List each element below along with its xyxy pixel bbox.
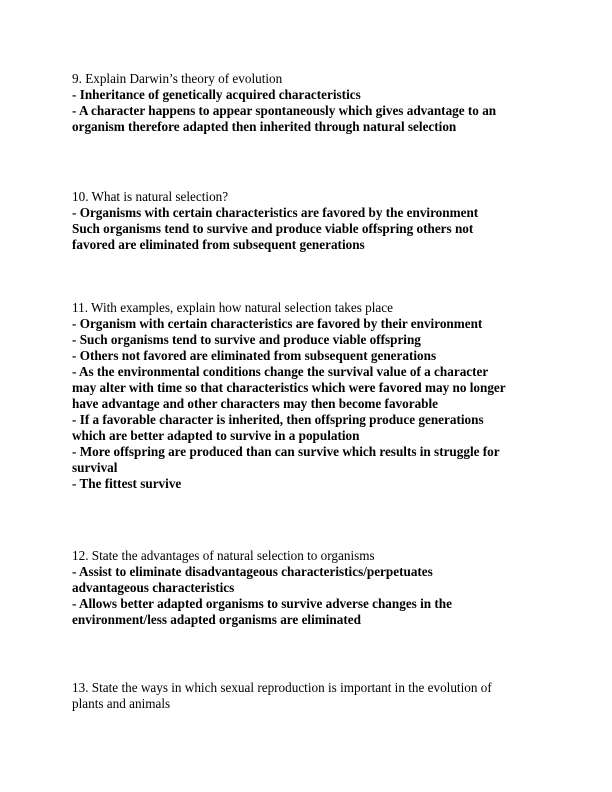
- answer-line: - The fittest survive: [72, 476, 182, 491]
- answer-9: [72, 87, 542, 135]
- answer-10: [72, 205, 542, 253]
- answer-line: - A character happens to appear spontaneously which gives advantage to an: [72, 103, 497, 118]
- question-9-text: 9. Explain Darwin’s theory of evolution: [72, 71, 283, 86]
- answer-line: may alter with time so that characteristics which were favored may no longer: [72, 380, 506, 395]
- answer-line: have advantage and other characters may then become favorable: [72, 396, 439, 411]
- answer-12: [72, 564, 542, 628]
- answer-line: Such organisms tend to survive and produce viable offspring others not: [72, 221, 474, 236]
- question-13-text: [72, 680, 542, 712]
- question-block-9: [72, 71, 542, 135]
- question-block-10: [72, 189, 542, 253]
- answer-line: environment/less adapted organisms are eliminated: [72, 612, 361, 627]
- question-10-text: 10. What is natural selection?: [72, 189, 229, 204]
- question-block-13: [72, 680, 542, 712]
- answer-line: favored are eliminated from subsequent generations: [72, 237, 365, 252]
- question-block-11: [72, 300, 542, 492]
- question-12-text: 12. State the advantages of natural selection to organisms: [72, 548, 375, 563]
- answer-line: - Allows better adapted organisms to survive adverse changes in the: [72, 596, 452, 611]
- answer-line: - If a favorable character is inherited, then offspring produce generations: [72, 412, 484, 427]
- answer-line: - Assist to eliminate disadvantageous characteristics/perpetuates: [72, 564, 433, 579]
- answer-line: advantageous characteristics: [72, 580, 235, 595]
- question-block-12: [72, 548, 542, 628]
- answer-line: - Such organisms tend to survive and produce viable offspring: [72, 332, 421, 347]
- answer-line: - As the environmental conditions change the survival value of a character: [72, 364, 489, 379]
- answer-line: - Organism with certain characteristics are favored by their environment: [72, 316, 483, 331]
- question-line: 13. State the ways in which sexual reproduction is important in the evolution of: [72, 680, 492, 695]
- question-line: plants and animals: [72, 696, 171, 711]
- answer-11: [72, 316, 542, 492]
- answer-line: which are better adapted to survive in a population: [72, 428, 360, 443]
- answer-line: - Inheritance of genetically acquired characteristics: [72, 87, 361, 102]
- answer-line: - More offspring are produced than can survive which results in struggle for: [72, 444, 500, 459]
- answer-line: - Organisms with certain characteristics are favored by the environment: [72, 205, 479, 220]
- answer-line: - Others not favored are eliminated from subsequent generations: [72, 348, 437, 363]
- answer-line: organism therefore adapted then inherited through natural selection: [72, 119, 457, 134]
- answer-line: survival: [72, 460, 118, 475]
- question-11-text: 11. With examples, explain how natural selection takes place: [72, 300, 393, 315]
